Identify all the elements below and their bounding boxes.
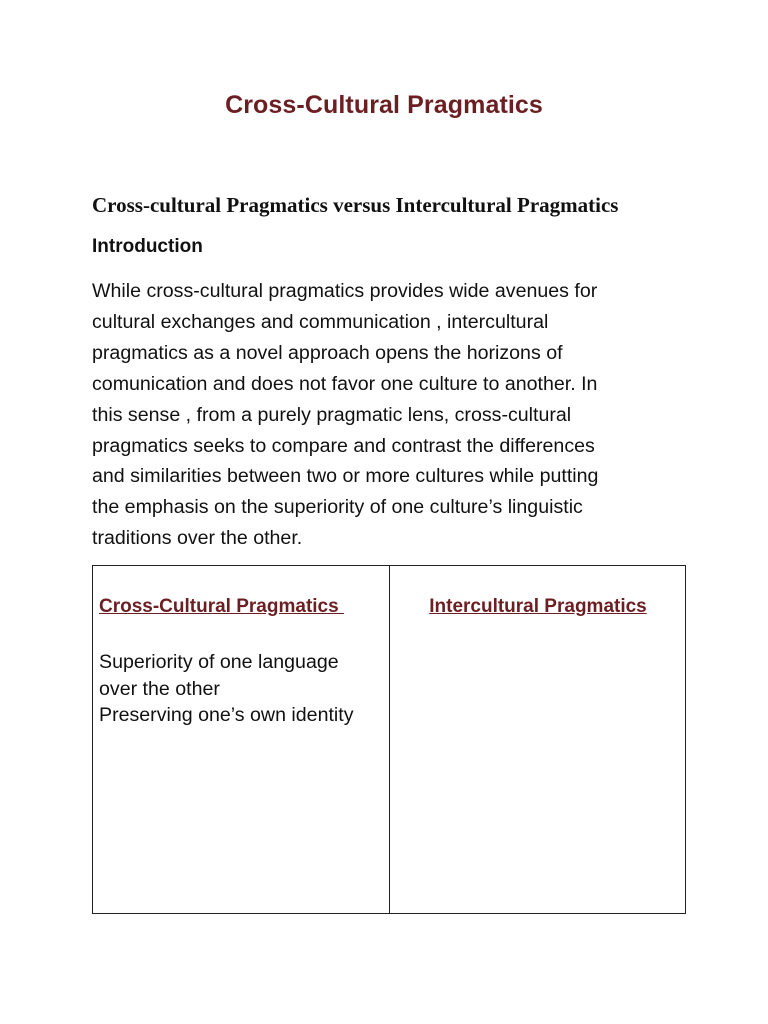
intro-paragraph [92,276,692,554]
paragraph-line: pragmatics seeks to compare and contrast the differences [92,434,595,457]
document-subtitle: Cross-cultural Pragmatics versus Intercultural Pragmatics [92,193,619,217]
paragraph-line: traditions over the other. [92,527,303,550]
cross-cultural-line: Superiority of one language [99,651,339,673]
table-cell-intercultural [390,595,686,619]
paragraph-line: this sense , from a purely pragmatic lens, cross-cultural [92,403,572,426]
table-cell-cross-cultural [99,595,385,729]
paragraph-line: and similarities between two or more cultures while putting [92,465,599,488]
paragraph-line: While cross-cultural pragmatics provides wide avenues for [92,280,598,302]
paragraph-line: cultural exchanges and communication , intercultural [92,310,549,333]
paragraph-line: comunication and does not favor one culture to another. In [92,372,598,395]
paragraph-line: pragmatics as a novel approach opens the horizons of [92,341,563,364]
section-heading: Introduction [92,236,203,257]
cross-cultural-heading: Cross-Cultural Pragmatics [99,596,344,617]
intercultural-heading: Intercultural Pragmatics [429,596,647,617]
cross-cultural-body [99,649,385,729]
document-title: Cross-Cultural Pragmatics [225,91,543,119]
comparison-table [92,565,686,914]
cross-cultural-line: Preserving one’s own identity [99,704,354,727]
paragraph-line: the emphasis on the superiority of one culture’s linguistic [92,496,583,519]
cross-cultural-line: over the other [99,677,220,700]
